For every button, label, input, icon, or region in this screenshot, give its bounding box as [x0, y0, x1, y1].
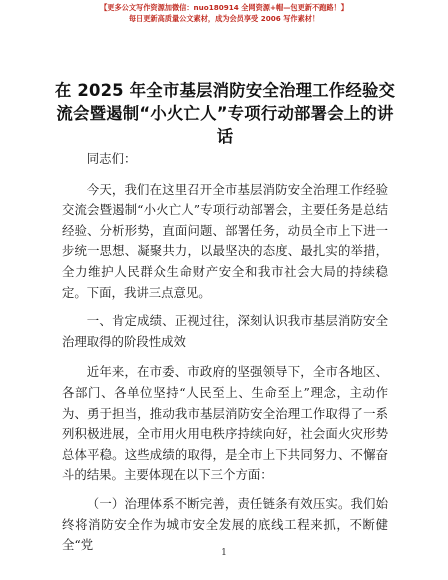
document-body [62, 149, 388, 556]
promo-banner [0, 2, 448, 24]
salutation: 同志们： [86, 151, 137, 166]
subsection-1-paragraph: （一）治理体系不断完善，责任链条有效压实。我们始终将消防安全作为城市安全发展的底线工程来抓，不断健全“党 [62, 495, 388, 553]
page-number: 1 [221, 548, 227, 558]
document-title: 在 2025 年全市基层消防安全治理工作经验交流会暨遏制“小火亡人”专项行动部署会上的讲话 [54, 81, 396, 146]
promo-banner-line-1: 【更多公文写作资源加微信：nuo180914 全网资源+帽—包更新不跑路！】 [100, 3, 348, 12]
section-1-paragraph: 近年来，在市委、市政府的坚强领导下，全市各地区、各部门、各单位坚持“人民至上、生命至上”理念，主动作为、勇于担当，推动我市基层消防安全治理工作取得了一系列积极进展，全市用火用电秩序持续向好，社会面火灾形势总体平稳。这些成绩的取得，是全市上下共同努力、不懈奋斗的结果。主要体现在以下三个方面： [62, 364, 388, 483]
section-1-heading: 一、肯定成绩、正视过往，深刻认识我市基层消防安全治理取得的阶段性成效 [62, 313, 388, 349]
intro-paragraph: 今天，我们在这里召开全市基层消防安全治理工作经验交流会暨遏制“小火亡人”专项行动部署会，主要任务是总结经验、分析形势，直面问题、部署任务，动员全市上下进一步统一思想、凝聚共力，以最坚决的态度、最扎实的举措，全力维护人民群众生命财产安全和我市社会大局的持续稳定。下面，我讲三点意见。 [62, 181, 388, 300]
promo-banner-line-2: 每日更新高质量公文素材，成为会员享受 2006 写作素材！ [128, 14, 320, 23]
